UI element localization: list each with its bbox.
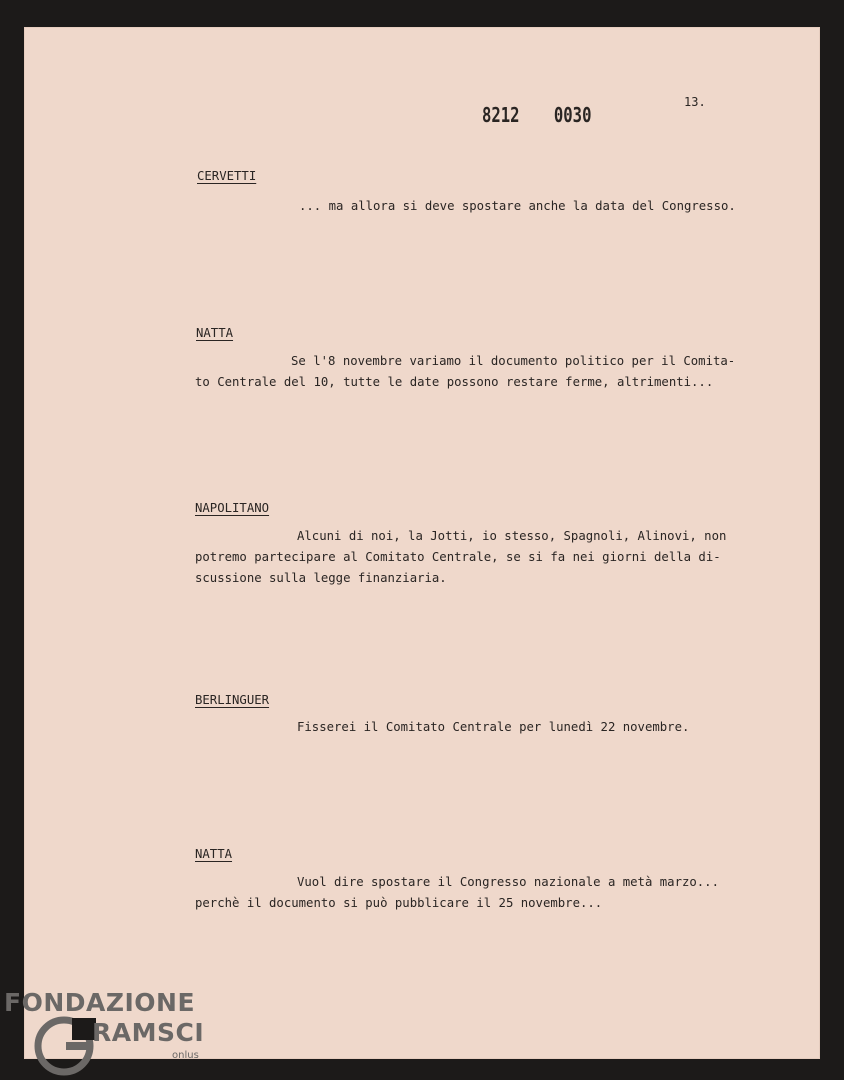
watermark-line-1: FONDAZIONE <box>4 988 196 1017</box>
page-number: 13. <box>684 95 706 109</box>
g-logo-icon <box>32 1014 96 1078</box>
speech-line: scussione sulla legge finanziaria. <box>195 571 447 585</box>
speech-paragraph <box>195 872 785 914</box>
speech-line: Vuol dire spostare il Congresso nazionale a metà marzo... <box>297 875 719 889</box>
speech-line: Se l'8 novembre variamo il documento politico per il Comita- <box>291 354 736 368</box>
speech-line: Fisserei il Comitato Centrale per lunedì 22 novembre. <box>297 720 690 734</box>
speech-paragraph <box>195 196 785 217</box>
speech-line: potremo partecipare al Comitato Centrale, se si fa nei giorni della di- <box>195 550 721 564</box>
speaker-name: NAPOLITANO <box>195 501 270 515</box>
fondazione-gramsci-watermark <box>0 988 220 1080</box>
document-page <box>24 27 820 1059</box>
speech-paragraph <box>195 526 785 589</box>
archive-code-part-2: 0030 <box>553 103 592 127</box>
speaker-name: BERLINGUER <box>195 693 270 707</box>
speaker-name: NATTA <box>196 326 234 340</box>
archive-code-stamp <box>482 103 626 127</box>
speech-line: to Centrale del 10, tutte le date possono restare ferme, altrimenti... <box>195 375 714 389</box>
speech-line: perchè il documento si può pubblicare il 25 novembre... <box>195 896 603 910</box>
speech-paragraph <box>195 351 785 393</box>
archive-code-part-1: 8212 <box>482 103 520 127</box>
watermark-line-2: RAMSCI <box>92 1018 205 1047</box>
speech-line: ... ma allora si deve spostare anche la data del Congresso. <box>299 199 736 213</box>
speech-paragraph <box>195 717 785 738</box>
watermark-suffix: onlus <box>172 1050 199 1061</box>
speech-line: Alcuni di noi, la Jotti, io stesso, Spagnoli, Alinovi, non <box>297 529 727 543</box>
speaker-name: CERVETTI <box>197 169 257 183</box>
speaker-name: NATTA <box>195 847 233 861</box>
